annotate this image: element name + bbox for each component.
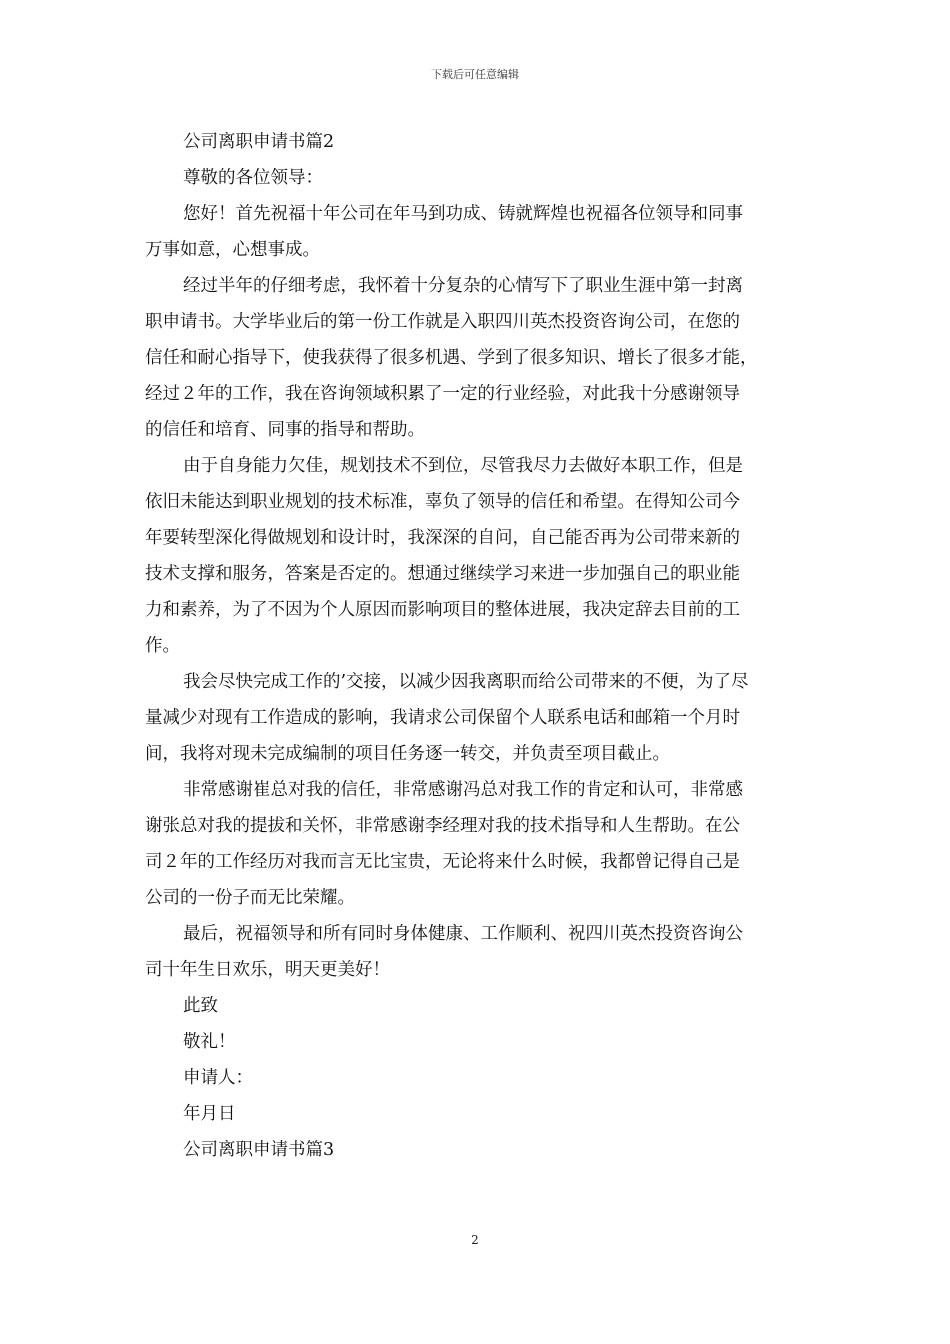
paragraph-line: 司２年的工作经历对我而言无比宝贵，无论将来什么时候，我都曾记得自己是 — [145, 852, 740, 872]
applicant-line: 申请人： — [183, 1068, 253, 1088]
paragraph-line: 作。 — [145, 636, 180, 656]
next-section-title: 公司离职申请书篇3 — [183, 1140, 335, 1160]
paragraph-line: 经过２年的工作，我在咨询领域积累了一定的行业经验，对此我十分感谢领导 — [145, 384, 740, 404]
regards-line: 敬礼！ — [183, 1032, 236, 1052]
closing-line: 此致 — [183, 996, 218, 1016]
paragraph-line: 最后，祝福领导和所有同时身体健康、工作顺利、祝四川英杰投资咨询公 — [183, 924, 743, 944]
paragraph-4 — [145, 664, 807, 772]
document-body — [145, 124, 807, 1168]
paragraph-line: 的信任和培育、同事的指导和帮助。 — [145, 420, 425, 440]
document-title: 公司离职申请书篇2 — [183, 132, 335, 152]
paragraph-5 — [145, 772, 807, 916]
paragraph-line: 信任和耐心指导下，使我获得了很多机遇、学到了很多知识、增长了很多才能， — [145, 348, 758, 368]
paragraph-line: 年要转型深化得做规划和设计时，我深深的自问，自己能否再为公司带来新的 — [145, 528, 740, 548]
paragraph-line: 谢张总对我的提拔和关怀，非常感谢李经理对我的技术指导和人生帮助。在公 — [145, 816, 740, 836]
paragraph-line: 您好！首先祝福十年公司在年马到功成、铸就辉煌也祝福各位领导和同事 — [183, 204, 743, 224]
paragraph-line: 依旧未能达到职业规划的技术标准，辜负了领导的信任和希望。在得知公司今 — [145, 492, 740, 512]
paragraph-line: 职申请书。大学毕业后的第一份工作就是入职四川英杰投资咨询公司，在您的 — [145, 312, 740, 332]
paragraph-line: 我会尽快完成工作的’交接，以减少因我离职而给公司带来的不便，为了尽 — [183, 672, 749, 692]
paragraph-6 — [145, 916, 807, 988]
paragraph-1 — [145, 196, 807, 268]
paragraph-line: 司十年生日欢乐，明天更美好！ — [145, 960, 390, 980]
paragraph-line: 非常感谢崔总对我的信任，非常感谢冯总对我工作的肯定和认可，非常感 — [183, 780, 743, 800]
paragraph-line: 经过半年的仔细考虑，我怀着十分复杂的心情写下了职业生涯中第一封离 — [183, 276, 743, 296]
paragraph-line: 力和素养，为了不因为个人原因而影响项目的整体进展，我决定辞去目前的工 — [145, 600, 740, 620]
paragraph-line: 技术支撑和服务，答案是否定的。想通过继续学习来进一步加强自己的职业能 — [145, 564, 740, 584]
paragraph-line: 量减少对现有工作造成的影响，我请求公司保留个人联系电话和邮箱一个月时 — [145, 708, 740, 728]
paragraph-2 — [145, 268, 807, 448]
paragraph-line: 公司的一份子而无比荣耀。 — [145, 888, 355, 908]
page-header-note: 下载后可任意编辑 — [431, 68, 519, 81]
paragraph-line: 万事如意，心想事成。 — [145, 240, 320, 260]
paragraph-line: 由于自身能力欠佳，规划技术不到位，尽管我尽力去做好本职工作，但是 — [183, 456, 743, 476]
paragraph-line: 间，我将对现未完成编制的项目任务逐一转交，并负责至项目截止。 — [145, 744, 670, 764]
date-line: 年月日 — [183, 1104, 236, 1124]
paragraph-3 — [145, 448, 807, 664]
page-number: 2 — [471, 1233, 479, 1247]
salutation: 尊敬的各位领导： — [183, 168, 323, 188]
